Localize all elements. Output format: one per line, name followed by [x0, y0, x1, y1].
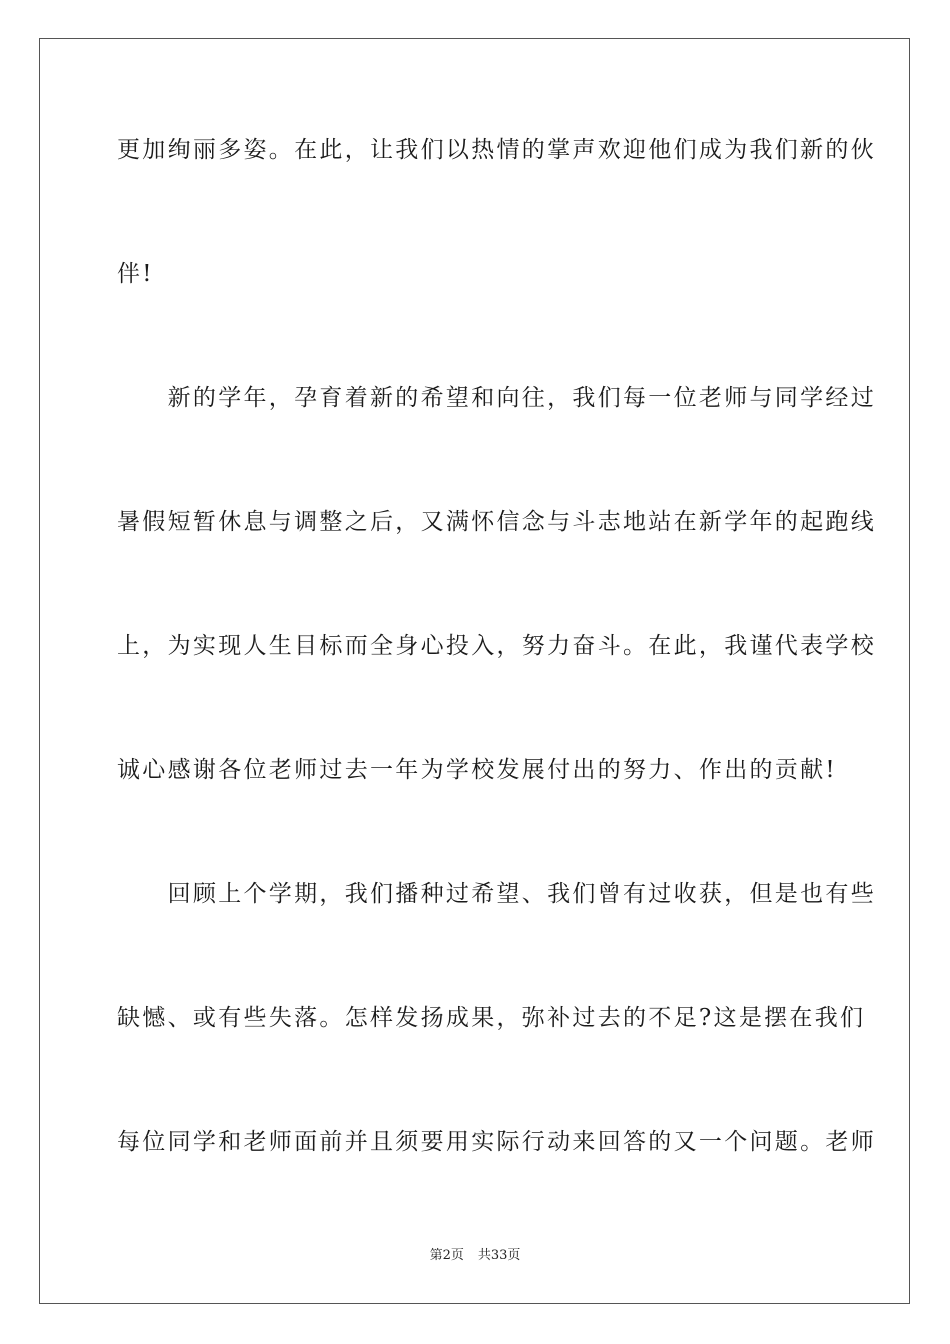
- body-text-line: 回顾上个学期，我们播种过希望、我们曾有过收获，但是也有些: [117, 881, 876, 907]
- page-total: 共33页: [477, 1248, 521, 1263]
- body-text-line: 诚心感谢各位老师过去一年为学校发展付出的努力、作出的贡献!: [117, 757, 837, 783]
- body-text-line: 每位同学和老师面前并且须要用实际行动来回答的又一个问题。老师: [117, 1129, 876, 1155]
- body-text-line: 暑假短暂休息与调整之后，又满怀信念与斗志地站在新学年的起跑线: [117, 509, 876, 535]
- page-border: [39, 38, 910, 1304]
- page-number: 第2页: [429, 1248, 464, 1263]
- page-footer: [0, 1247, 950, 1265]
- body-text-line: 更加绚丽多姿。在此，让我们以热情的掌声欢迎他们成为我们新的伙: [117, 137, 876, 163]
- body-text-line: 缺憾、或有些失落。怎样发扬成果，弥补过去的不足?这是摆在我们: [117, 1005, 866, 1031]
- body-text-line: 伴!: [117, 261, 154, 287]
- body-text-line: 上，为实现人生目标而全身心投入，努力奋斗。在此，我谨代表学校: [117, 633, 876, 659]
- body-text-line: 新的学年，孕育着新的希望和向往，我们每一位老师与同学经过: [117, 385, 876, 411]
